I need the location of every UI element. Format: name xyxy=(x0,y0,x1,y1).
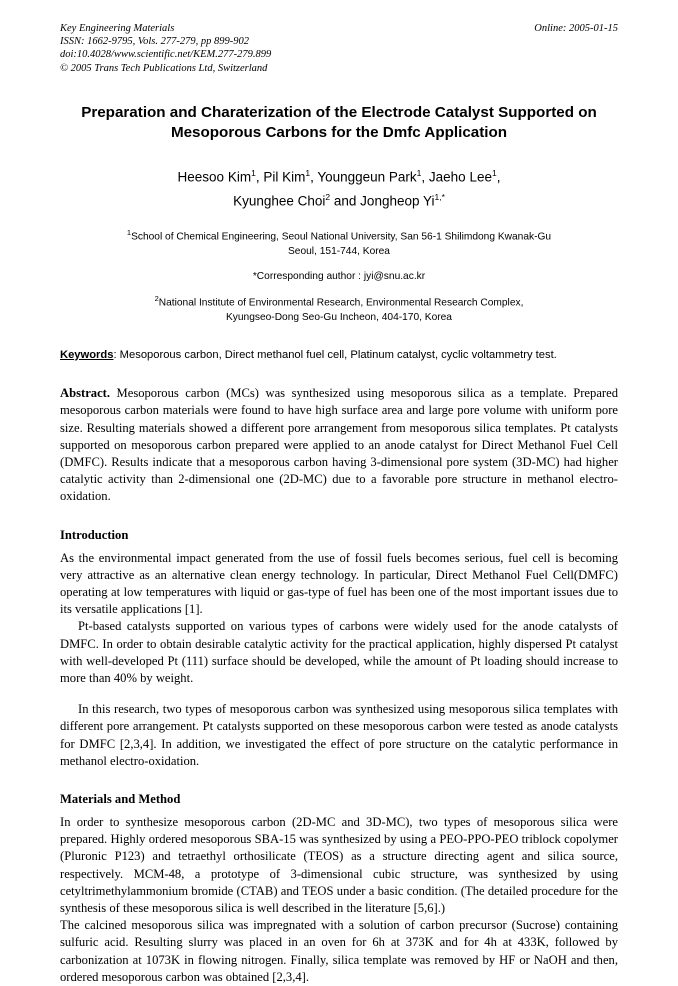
paragraph: In order to synthesize mesoporous carbon (2D-MC and 3D-MC), two types of mesoporous silica were prepared. Highly ordered mesoporous SBA-15 was synthesized by using a PEO-PPO-PEO triblock copolymer (Pluronic P123) and tetraethyl orthosilicate (TEOS) as a structure directing agent and silica source, respectively. MCM-48, a prototype of 3-dimensional cubic structure, was synthesized by using cetyltrimethylammonium bromide (CTAB) and TEOS under a basic condition. (The detailed procedure for the synthesis of these mesoporous silica is well described in the literature [5,6].) xyxy=(60,814,618,915)
author-affil-marker: 1 xyxy=(305,167,311,178)
keywords-block xyxy=(60,348,618,364)
author-name: , Jaeho Lee xyxy=(421,169,492,185)
author-affil-marker: 1,* xyxy=(434,192,445,203)
affiliation-line: Kyungseo-Dong Seo-Gu Incheon, 404-170, Korea xyxy=(226,312,452,324)
journal-issn: ISSN: 1662-9795, Vols. 277-279, pp 899-902 xyxy=(60,36,249,48)
author-name: , Pil Kim xyxy=(255,169,306,185)
paragraph: As the environmental impact generated from the use of fossil fuels becomes serious, fuel cell is becoming very attractive as an alternative clean energy technology. In particular, Direct Methanol Fuel Cell(DMFC) operating at low temperatures with liquid or gas-type of fuel has been one of the most important issues due to its versatile applications [1]. xyxy=(60,550,618,617)
affiliation-line xyxy=(60,226,618,245)
author-affil-marker: 1 xyxy=(491,167,497,178)
journal-doi: doi:10.4028/www.scientific.net/KEM.277-279.899 xyxy=(60,49,272,61)
author-affil-marker: 1 xyxy=(416,167,422,178)
author-name: , Younggeun Park xyxy=(310,169,417,185)
author-name: Kyunghee Choi xyxy=(233,193,326,209)
author-line-1 xyxy=(60,163,618,188)
journal-copyright: © 2005 Trans Tech Publications Ltd, Switzerland xyxy=(60,62,268,74)
affiliation-text: National Institute of Environmental Research, Environmental Research Complex, xyxy=(158,297,524,309)
online-date: Online: 2005-01-15 xyxy=(534,23,618,34)
keywords-text: : Mesoporous carbon, Direct methanol fuel cell, Platinum catalyst, cyclic voltammetry test. xyxy=(113,348,557,361)
keywords-label: Keywords xyxy=(60,348,114,361)
author-name: Heesoo Kim xyxy=(177,169,252,185)
section-heading-introduction: Introduction xyxy=(60,527,129,542)
paragraph: In this research, two types of mesoporous carbon was synthesized using mesoporous silica templates with different pore arrangement. Pt catalysts supported on these mesoporous carbon were tested as anode catalysts for DMFC [2,3,4]. In addition, we investigated the effect of pore structure on the catalytic performance in methanol electro-oxidation. xyxy=(60,702,618,768)
abstract-label: Abstract. xyxy=(60,386,111,401)
author-affil-marker: 1 xyxy=(251,167,256,178)
author-separator: , xyxy=(496,169,501,185)
paragraph: The calcined mesoporous silica was impregnated with a solution of carbon precursor (Sucrose) containing sulfuric acid. Resulting slurry was placed in an oven for 6h at 373K and for 4h at 433K, followed by carbonization at 1073K in flowing nitrogen. Finally, silica template was removed by HF or NaOH and then, ordered mesoporous carbon was obtained [2,3,4]. xyxy=(60,918,618,984)
affiliation-text: School of Chemical Engineering, Seoul National University, San 56-1 Shilimdong Kwanak-Gu xyxy=(131,231,552,243)
page-title: Preparation and Charaterization of the Electrode Catalyst Supported on Mesoporous Carbons for the Dmfc Application xyxy=(81,103,597,141)
abstract-text: Mesoporous carbon (MCs) was synthesized using mesoporous silica as a template. Prepared mesoporous carbon materials were found to have high surface area and large pore volume with uniform pore size. Resulting materials showed a different pore arrangement from mesoporous silica templates. Pt catalysts supported on mesoporous carbon prepared were applied to an anode catalyst for Direct Methanol Fuel Cell (DMFC). Results indicate that a mesoporous carbon having 3-dimensional pore system (3D-MC) had higher catalytic activity than 2-dimensional one (2D-MC) due to a favorable pore structure in methanol electro-oxidation. xyxy=(60,386,618,504)
author-affil-marker: 2 xyxy=(325,192,331,203)
journal-header xyxy=(60,22,618,75)
affiliation-line xyxy=(60,292,618,311)
affiliation-2 xyxy=(60,292,618,325)
paragraph: Pt-based catalysts supported on various types of carbons were widely used for the anode catalysts of DMFC. In order to obtain desirable catalytic activity for the practical application, highly dispersed Pt catalyst with well-developed Pt (111) surface should be developed, while the amount of Pt loading should increase to more than 40% by weight. xyxy=(60,619,618,685)
affiliation-1 xyxy=(60,226,618,259)
affiliation-marker: 1 xyxy=(126,227,132,237)
journal-name: Key Engineering Materials xyxy=(60,23,175,34)
corresponding-author: *Corresponding author : jyi@snu.ac.kr xyxy=(252,271,426,283)
author-line-2 xyxy=(60,187,618,212)
affiliation-marker: 2 xyxy=(154,294,159,304)
author-list xyxy=(60,163,618,212)
header-left xyxy=(60,22,490,75)
section-heading-materials-and-method: Materials and Method xyxy=(60,791,181,806)
author-name: and Jongheop Yi xyxy=(330,193,435,209)
affiliation-line: Seoul, 151-744, Korea xyxy=(288,245,390,257)
abstract-block xyxy=(60,385,618,505)
